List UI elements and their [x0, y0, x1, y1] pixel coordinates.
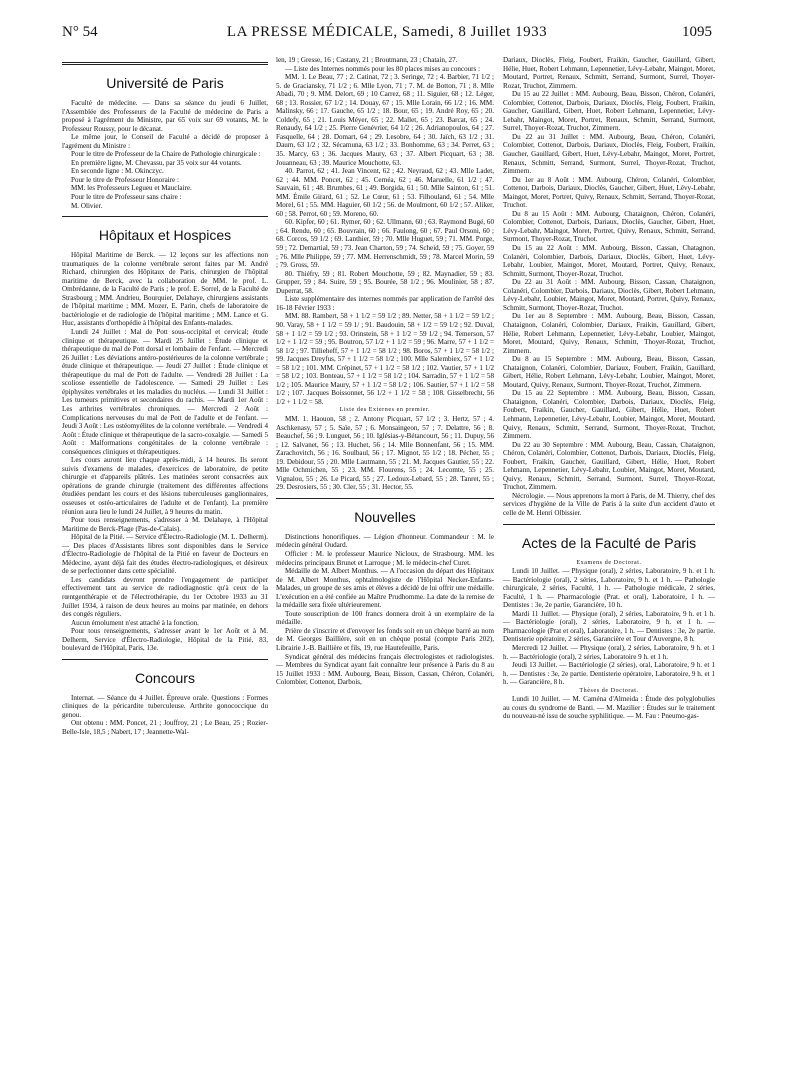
paragraph: 80. Thiéfry, 59 ; 81. Robert Mouchotte, 59 ; 82. Maynadier, 59 ; 83. Grupper, 59 ; 84. Suire, 59 ; 95. Bourée, 58 1/2 ; 96. Moulinier, 58 ; 87. Duperrat, 58. [276, 269, 494, 295]
journal-title: LA PRESSE MÉDICALE, Samedi, 8 Juillet 1933 [226, 24, 548, 40]
paragraph: Distinctions honorifiques. — Légion d'honneur. Commandeur : M. le médecin général Oudard. [276, 532, 494, 550]
paragraph: Pour le titre de Professeur sans chaire : [71, 193, 182, 202]
paragraph: Lundi 10 Juillet. — M. Caména d'Almeida : Étude des polyglobulies au cours du syndrome de Banti. — M. Mazilier : Études sur le traitement du nouveau-né issu de souche syphilitique. — M. Fau : Pneumo-gas- [503, 695, 715, 721]
divider [62, 659, 268, 660]
paragraph: MM. 1. Haouon, 58 ; 2. Antony Picquart, 57 1/2 ; 3. Hertz, 57 ; 4. Aschkenasy, 57 ; 5. Saïe, 57 ; 6. Monsaingeon, 57 ; 7. Delattre, 56 ; 8. Beauchef, 56 ; 9. Lunguet, 56 ; 10. Iglésias-y-Bétancourt, 56 ; 11. Dupuy, 56 ; 12. Salvanet, 56 ; 13. Huchet, 56 ; 14. Mlle Bonnenfant, 56 ; 15. MM. Zarachovitch, 56 ; 16. Soulbaul, 56 ; 17. Mignot, 55 1/2 ; 18. Pécher, 55 ; 19. Debidour, 55 ; 20. Mlle Lautmann, 55 ; 21. M. Jacques Gautier, 55 ; 22. Mlle Ochmichen, 55 ; 23. MM. Flourens, 55 ; 24. Lecomte, 55 ; 25. Vignalou, 55 ; 26. Le Picard, 55 ; 27. Ledoux-Lebard, 55 ; 28. Tanret, 55 ; 29. Desrosiers, 55 ; 30. Cler, 55 ; 31. Hector, 55. [276, 414, 494, 492]
paragraph: Mercredi 12 Juillet. — Physique (oral), 2 séries, Laboratoire, 9 h. et 1 h. — Bactériologie (oral), 2 séries, Laboratoire 9 h. et 1 h. [503, 644, 715, 661]
divider [276, 498, 494, 499]
paragraph: Du 1er au 8 Août : MM. Aubourg, Chéron, Colanéri, Colombier, Cottenot, Darbois, Dariaux, Dioclès, Gaucher, Gibert, Huet, Lévy-Lebahr, Maingot, Moret, Portret, Quivy, Renaux, Schmitt, Serrand, Thoyer-Rozat, Truchot. [503, 175, 715, 210]
section-title-concours: Concours [135, 669, 195, 686]
paragraph: Lundi 10 Juillet. — Physique (oral), 2 séries, Laboratoire, 9 h. et 1 h. — Bactériologie (oral), 2 séries, Laboratoire, 9 h. et 1 h. — Pathologie chirurgicale, 2 séries, Faculté, 1 h. — Pathologie médicale, 2 séries, Faculté, 1 h. — Pharmacologie (Prat. et oral), Laboratoire, 1 h. — Dentistes : 3e, 2e partie, Garancière, 10 h. [503, 567, 715, 610]
paragraph: Hôpital Maritime de Berck. — 12 leçons sur les affections non traumatiques de la colonne vertébrale seront faites par M. André Richard, chirurgien des Hôpitaux de Paris, chirurgien de l'hôpital maritime de Berck, avec la collaboration de MM. le prof. L. Ombrédanne, de la Faculté de Paris ; le prof. E. Sorrel, de la Faculté de Strasbourg ; MM. Andrieu, Bourquier, Delahaye, chirurgiens assistants de l'hôpital maritime ; MM. Mozer, E. Parin, chefs de laboratoire de bactériologie et de radiologie de l'hôpital maritime ; MM. Lance et G. Huc, assistants d'orthopédie à l'hôpital des Enfants-malades. [62, 251, 268, 328]
section-title-actes: Actes de la Faculté de Paris [521, 534, 697, 551]
paragraph: Toute souscription de 100 francs donnera droit à un exemplaire de la médaille. [276, 609, 494, 627]
issue-number: N° 54 [62, 24, 98, 40]
paragraph: Lundi 24 Juillet : Mal de Pott sous-occipital et cervical; étude clinique et thérapeutique. — Mardi 25 Juillet : Étude clinique et thérapeutique du mal de Pott dorsal et lombaire de l'enfant. — Mercredi 26 Juillet : Les déviations antéro-postérieures de la colonne vertébrale ; étude clinique et thérapeutique. — Jeudi 27 Juillet : Étude clinique et thérapeutique du mal de Pott de l'adulte. — Vendredi 28 Juillet : La scoliose essentielle de l'adolescence. — Samedi 29 Juillet : Les épiphysites vertébrales et les maladies du nucléus. — Lundi 31 Juillet : Les tumeurs primitives et secondaires du rachis. — Mardi 1er Août : Les arthrites vertébrales chroniques. — Mercredi 2 Août : Complications nerveuses du mal de Pott de l'adulte et de l'enfant. — Jeudi 3 Août : Les ostéomyélites de la colonne vertébrale. — Vendredi 4 Août : Étude clinique et thérapeutique de la sacro-coxalgie. — Samedi 5 Août : Malformations congénitales de la colonne vertébrale : conséquences cliniques et thérapeutiques. [62, 328, 268, 456]
paragraph: Les candidats devront prendre l'engagement de participer effectivement tant au service de radiodiagnostic qu'à ceux de la rœntgenthérapie et de l'électrothérapie, du 1er Octobre 1933 au 31 Juillet 1934, à raison de deux heures au moins par matinée, en dehors des congés réguliers. [62, 575, 268, 619]
section-title-hopitaux: Hôpitaux et Hospices [98, 227, 232, 244]
divider [503, 524, 715, 525]
paragraph: Syndicat général des médecins français électrologistes et radiologistes. — Membres du Syndicat ayant fait connaître leur présence à Paris du 8 au 15 Juillet 1933 : MM. Aubourg, Beau, Bisson, Cassan, Chéron, Colanéri, Colombier, Cottenot, Darbois, [276, 652, 494, 687]
column-1 [62, 56, 268, 737]
paragraph: Jeudi 13 Juillet. — Bactériologie (2 séries), oral, Laboratoire, 9 h. et 1 h. — Dentistes : 3e, 2e partie. Dentisterie opératoire, Laboratoire, 9 h. et 1 h. — Garancière, 8 h. [503, 661, 715, 687]
column-3 [503, 56, 715, 721]
paragraph: Du 22 au 31 Août : MM. Aubourg, Bisson, Cassan, Chataignon, Colanéri, Colombier, Darbois, Dariaux, Dioclès, Gibert, Robert Lehmann, Lévy-Lebahr, Loubier, Maingot, Moret, Moutard, Portret, Quivy, Renaux, Schmitt, Surmont, Thoyer-Rozat, Truchot. [503, 278, 715, 312]
paragraph: Du 15 au 22 Septembre : MM. Aubourg, Beau, Bisson, Cassan, Chataignon, Colanéri, Colombier, Darbois, Dariaux, Dioclès, Fleig, Foubert, Fraikin, Gaucher, Gauillard, Gibert, Hélie, Huet, Robert Lehmann, Lepennetier, Lévy-Lebahr, Loubier, Maingot, Moret, Moutard, Quivy, Renaux, Schmitt, Serrand, Surmont, Thoyer-Rozat, Truchot, Zimmern. [503, 389, 715, 441]
paragraph: Médaille de M. Albert Monthus. — A l'occasion du départ des Hôpitaux de M. Albert Monthus, ophtalmologiste de l'Hôpital Necker-Enfants-Malades, un groupe de ses amis et élèves a décidé de lui offrir une médaille. L'exécution en a été confiée au Maître Prudhomme. La date de la remise de la médaille sera fixée ultérieurement. [276, 567, 494, 610]
divider [62, 216, 268, 217]
paragraph: Du 1er au 8 Septembre : MM. Aubourg, Beau, Bisson, Cassan, Chataignon, Colanéri, Colombier, Dariaux, Fraikin, Gauillard, Gibert, Hélie, Robert Lehmann, Lepennetier, Lévy-Lebahr, Loubier, Maingot, Moret, Moutard, Quivy, Renaux, Schmitt, Thoyer-Rozat, Truchot, Zimmern. [503, 312, 715, 355]
paragraph: Aucun émolument n'est attaché à la fonction. [71, 618, 199, 627]
paragraph: Pour tous renseignements, s'adresser à M. Delahaye, à l'Hôpital Maritime de Berck-Plage (Pas-de-Calais). [62, 516, 268, 533]
paragraph: Faculté de médecine. — Dans sa séance du jeudi 6 Juillet, l'Assemblée des Professeurs de la Faculté de médecine de Paris a proposé à l'agrément du Ministre, par 65 voix sur 69 votants, M. le Professeur Roussy, pour le décanat. [62, 99, 268, 133]
paragraph: Du 22 au 30 Septembre : MM. Aubourg, Beau, Cassan, Chataignon, Chéron, Colanéri, Colombier, Cottenot, Darbois, Dariaux, Dioclès, Fleig, Foubert, Fraikin, Gaucher, Gauillard, Gibert, Hélie, Huet, Robert Lehmann, Lepennetier, Lévy-Lebahr, Loubier, Maingot, Moret, Moutard, Quivy, Renaux, Schmitt, Serrand, Surmont, Surrel, Thoyer-Rozat, Truchot, Zimmern. [503, 440, 715, 492]
paragraph: Hôpital de la Pitié. — Service d'Électro-Radiologie (M. L. Delherm). — Des places d'Assistants libres sont disponibles dans le Service d'Électro-Radiologie de l'hôpital de la Pitié en faveur de Docteurs en Médecine, ayant déjà fait des études électro-radiologiques, et désireux de se perfectionner dans cette spécialité. [62, 533, 268, 576]
paragraph: Ont obtenu : MM. Poncet, 21 ; Jouffroy, 21 ; Le Beau, 25 ; Rozier-Belle-Isle, 18,5 ; Nabert, 17 ; Jeannette-Wal- [62, 719, 268, 736]
subsection-heading: Thèses de Doctorat. [579, 687, 639, 694]
paragraph: Dariaux, Dioclès, Fleig, Foubert, Fraikin, Gaucher, Gauillard, Gibert, Hélie, Huet, Robert Lehmann, Lepennetier, Lévy-Lebahr, Maingot, Moret, Moutard, Portret, Renaux, Schmitt, Serrand, Surmont, Surrel, Thoyer-Rozat, Truchot, Zimmern. [503, 56, 715, 90]
paragraph: Officier : M. le professeur Maurice Nicloux, de Strasbourg. MM. les médecins principaux Brunet et Larroque ; M. le médecin-chef Curet. [276, 549, 494, 567]
paragraph: Le même jour, le Conseil de Faculté a décidé de proposer à l'agrément du Ministre : [62, 133, 268, 150]
paragraph: Internat. — Séance du 4 Juillet. Épreuve orale. Questions : Formes cliniques de la péricardite tuberculeuse. Arthrite gonococcique du genou. [62, 693, 268, 719]
paragraph: Les cours auront lieu chaque après-midi, à 14 heures. Ils seront suivis d'examens de malades, d'exercices de laboratoire, de petite chirurgie et d'appareils plâtrés. Les matinées seront consacrées aux opérations de grande chirurgie (traitement des différentes affections étudiées pendant les cours et des lésions tuberculeuses ganglionnaires, osseuses et ostéo-articulaires de l'adulte et de l'enfant). La première réunion aura lieu le lundi 24 Juillet, à 9 heures du matin. [62, 456, 268, 516]
section-title-nouvelles: Nouvelles [354, 508, 416, 525]
paragraph: — Liste des Internes nommés pour les 80 places mises au concours : [285, 64, 481, 73]
paragraph: len, 19 ; Gresse, 16 ; Castany, 21 ; Broutmann, 23 ; Chatain, 27. [276, 56, 458, 64]
column-2 [276, 56, 494, 687]
paragraph: M. Olivier. [71, 201, 103, 210]
paragraph: Nécrologie. — Nous apprenons la mort à Paris, de M. Thierry, chef des services d'hygiène de la Ville de Paris à la suite d'un accident d'auto et celle de M. Henri Olbissier. [503, 491, 715, 517]
paragraph: 60. Kipfer, 60 ; 61. Rymer, 60 ; 62. Ullmann, 60 ; 63. Raymond Bugé, 60 ; 64. Rendu, 60 ; 65. Bouvrain, 60 ; 66. Faulong, 60 ; 67. Paul Orsoni, 60 ; 68. Corcos, 59 1/2 ; 69. Lanthier, 59 ; 70. Mlle Huguet, 59 ; 71. MM. Porge, 59 ; 72. Demartial, 59 ; 73. Jean Charton, 59 ; 74. Scheid, 59 ; 75. Goyer, 59 ; 76. Mlle Philippe, 59 ; 77. MM. Herrenschmidt, 59 ; 78. Marcel Morin, 59 ; 79. Gross, 59. [276, 218, 494, 270]
divider [62, 62, 268, 65]
page-number: 1095 [682, 24, 712, 40]
paragraph: Pour le titre de Professeur Honoraire : [71, 175, 179, 184]
paragraph: Du 22 au 31 Juillet : MM. Aubourg, Beau, Chéron, Colanéri, Colombier, Cottenot, Darbois, Dariaux, Dioclès, Fleig, Foubert, Fraikin, Gaucher, Gauillard, Gibert, Huet, Lévy-Lebahr, Maingot, Moret, Portret, Renaux, Schmitt, Serrand, Surmont, Surrel, Thoyer-Rozat, Truchot, Zimmern. [503, 132, 715, 176]
paragraph: MM. les Professeurs Legueu et Mauclaire. [71, 184, 192, 193]
paragraph: MM. 88. Rambert, 58 + 1 1/2 = 59 1/2 ; 89. Netter, 58 + 1 1/2 = 59 1/2 ; 90. Varay, 58 + 1 1/2 = 59 1/ ; 91. Baudouin, 58 + 1/2 = 59 1/2 ; 92. Duval, 58 + 1 1/2 = 59 1/2 ; 93. Orinstein, 58 + 1 1/2 = 59 1/2 ; 94. Temerson, 57 1/2 + 1 1/2 = 59 ; 95. Boutron, 57 1/2 + 1 1/2 = 59 ; 96. Marre, 57 + 1 1/2 = 58 1/2 ; 97. Tillieheff, 57 + 1 1/2 = 58 1/2 ; 98. Boros, 57 + 1 1/2 = 58 1/2 ; 99. Jacques Dreyfus, 57 + 1 1/2 = 58 1/2 ; 100. Mlle Salembiex, 57 + 1 1/2 = 58 1/2 ; 101. MM. Crépinet, 57 + 1 1/2 = 58 1/2 ; 102. Vautier, 57 + 1 1/2 = 58 1/2 ; 103. Bonteau, 57 + 1 1/2 = 58 1/2 ; 104. Sarradin, 57 + 1 1/2 = 58 1/2 ; 105. Maurice Maury, 57 + 1 1/2 = 58 1/2 ; 106. Sautier, 57 + 1 1/2 = 58 1/2 ; 107. Jacques Boissonnet, 56 1/2 + 1 1/2 = 58 ; 108. Gisselbrecht, 56 1/2 + 1 1/2 = 58. [276, 312, 494, 406]
paragraph: En première ligne, M. Chevassu, par 35 voix sur 44 votants. [71, 158, 242, 167]
paragraph: Pour le titre de Professeur de la Chaire de Pathologie chirurgicale : [71, 150, 261, 159]
paragraph: Liste supplémentaire des internes nommés par application de l'arrêté des 16-18 Février 1933 : [276, 295, 494, 312]
list-heading: Liste des Externes en premier. [339, 407, 431, 414]
paragraph: Pour tous renseignements, s'adresser avant le 1er Août et à M. Delherm, Service d'Électro-Radiologie, Hôpital de la Pitié, 83, boulevard de l'Hôpital, Paris, 13e. [62, 627, 268, 653]
paragraph: 40. Parrot, 62 ; 41. Jean Vincent, 62 ; 42. Neyraud, 62 ; 43. Mlle Ladet, 62 ; 44. MM. Poncet, 62 ; 45. Cernéa, 62 ; 46. Maruelle, 61 1/2 ; 47. Sauvain, 61 ; 48. Brumbes, 61 ; 49. Borgida, 61 ; 50. Mlle Sainton, 61 ; 51. MM. Émile Girard, 61 ; 52. Le Cœur, 61 ; 53. Filhouland, 61 ; 54. Mlle Morel, 61 ; 55. MM. Haguier, 60 1/2 ; 56. de Moulmont, 60 1/2 ; 57. Aliker, 60 ; 58. Perrot, 60 ; 59. Moreno, 60. [276, 167, 494, 218]
section-title-universite: Université de Paris [106, 75, 224, 91]
paragraph: MM. 1. Le Beau, 77 ; 2. Catinat, 72 ; 3. Seringe, 72 ; 4. Barbier, 71 1/2 ; 5. de Graciansky, 71 1/2 ; 6. Mlle Lyon, 71 ; 7. M. de Botton, 71 ; 8. Mlle Abadi, 70 ; 9. MM. Delort, 69 ; 10 Carrez, 68 ; 11. Siguier, 68 ; 12. Léger, 68 ; 13. Rossier, 67 1/2 ; 14. Douay, 67 ; 15. Mlle Lorain, 66 1/2 ; 16. MM. Malinsky, 66 ; 17. Gauche, 65 1/2 ; 18. Bour, 65 ; 19. André Roy, 65 ; 20. Coldefy, 65 ; 21. Louis Méyer, 65 ; 22. Mallet, 65 ; 23. Barcat, 65 ; 24. Renaudy, 64 1/2 ; 25. Pierre Genévrier, 64 1/2 ; 26. Adrianopoulos, 64 ; 27. Fasquelle, 64 ; 28. Domart, 64 ; 29. Lesobre, 64 ; 30. Jaïch, 63 1/2 ; 31. Daum, 63 1/2 ; 32. Sécamuna, 63 1/2 ; 33. Bonhomme, 63 ; 34. Perret, 63 ; 35. Marcy, 63 ; 36. Jacques Maury, 63 ; 37. Albert Picquart, 63 ; 38. Jouanneau, 63 ; 39. Maurice Mouchotte, 63. [276, 73, 494, 167]
paragraph: Du 8 au 15 Septembre : MM. Aubourg, Beau, Bisson, Cassan, Chataignon, Colanéri, Colombier, Dariaux, Foubert, Fraikin, Gauillard, Gibert, Hélie, Robert Lehmann, Lévy-Lebahr, Loubier, Maingot, Moret, Moutard, Quivy, Renaux, Surmont, Thoyer-Rozat, Truchot, Zimmern. [503, 355, 715, 389]
subsection-heading: Examens de Doctorat. [576, 559, 642, 566]
page-header [62, 24, 712, 46]
paragraph: Mardi 11 Juillet. — Physique (oral), 2 séries, Laboratoire, 9 h. et 1 h. — Bactériologie (oral), 2 séries, Laboratoire, 9 h. et 1 h. — Pharmacologie (Prat et oral), Laboratoire, 1 h. — Dentistes : 3e, 2e partie. Dentisterie opératoire, 2 séries, Garancière et Tour d'Auvergne, 8 h. [503, 609, 715, 644]
paragraph: En seconde ligne : M. Okinczyc. [71, 167, 164, 176]
paragraph: Prière de s'inscrire et d'envoyer les fonds soit en un chèque barré au nom de M. Georges Baillière, soit en un chèque postal (compte Paris 202), Librairie J.-B. Baillière et fils, 19, rue Hautefeuille, Paris. [276, 626, 494, 652]
paragraph: Du 8 au 15 Août : MM. Aubourg, Chataignon, Chéron, Colanéri, Colombier, Cottenot, Darbois, Dariaux, Dioclès, Gaucher, Gibert, Huet, Lévy-Lebahr, Maingot, Moret, Portret, Quivy, Renaux, Schmitt, Serrand, Surmont, Thoyer-Rozat, Truchot. [503, 209, 715, 244]
paragraph: Du 15 au 22 Juillet : MM. Aubourg, Beau, Bisson, Chéron, Colanéri, Colombier, Cottenot, Darbois, Dariaux, Dioclès, Fleig, Foubert, Fraikin, Gaucher, Gauillard, Gibert, Huet, Robert Lehmann, Lepennetier, Lévy-Lebahr, Maingot, Moret, Portret, Renaux, Schmitt, Serrand, Surmont, Surrel, Thoyer-Rozat, Truchot, Zimmern. [503, 90, 715, 133]
paragraph: Du 15 au 22 Août : MM. Aubourg, Bisson, Cassan, Chatagnon, Colanéri, Colombier, Darbois, Dariaux, Dioclès, Gibert, Huet, Lévy-Lebahr, Loubier, Maingot, Moret, Moutard, Portret, Quivy, Renaux, Schmitt, Surmont, Thoyer-Rozat, Truchot. [503, 244, 715, 278]
